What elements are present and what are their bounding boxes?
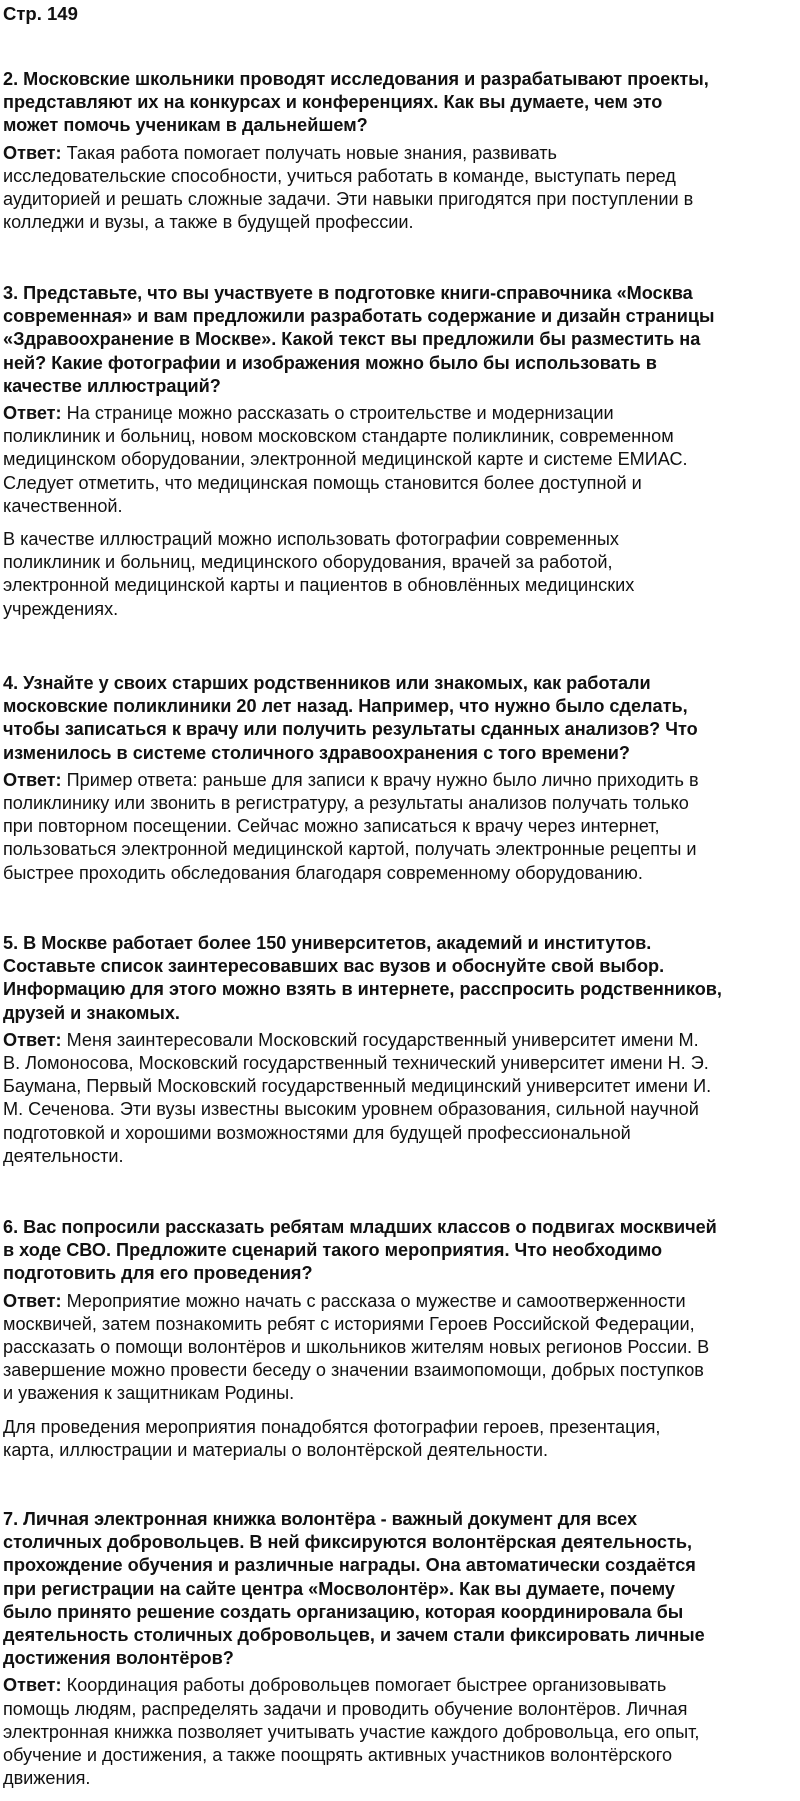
answer-label: Ответ: — [3, 1675, 62, 1696]
question-text: 7. Личная электронная книжка волонтёра - важный документ для всех столичных добровольцев. В ней фиксируются волонтёрская деятельность, прохождение обучения и различные награды. Она автоматически создаётся при регистрации на сайте центра «Мосволонтёр». Как вы думаете, почему было принято решение создать организацию, которая координировала бы деятельность столичных добровольцев, и зачем стали фиксировать личные достижения волонтёров? — [3, 1509, 705, 1669]
answer-continuation: В качестве иллюстраций можно использовать фотографии современных поликлиник и больниц, медицинского оборудования, врачей за работой, электронной медицинской карты и пациентов в обновлённых медицинских учреждениях. — [3, 529, 635, 619]
question-block-4 — [0, 672, 800, 885]
answer-continuation: Для проведения мероприятия понадобятся фотографии героев, презентация, карта, иллюстрации и материалы о волонтёрской деятельности. — [3, 1416, 661, 1460]
question-text: 3. Представьте, что вы участвуете в подготовке книги-справочника «Москва современная» и вам предложили разработать содержание и дизайн страницы «Здравоохранение в Москве». Какой текст вы предложили бы разместить на ней? Какие фотографии и изображения можно было бы использовать в качестве иллюстраций? — [3, 283, 715, 396]
question-block-6 — [0, 1216, 800, 1462]
question-block-2 — [0, 68, 800, 234]
answer-text: Ответ: Меня заинтересовали Московский государственный университет имени М. В. Ломоносова, Московский государственный технический университет имени Н. Э. Баумана, Первый Московский государственный медицинский университет имени И. М. Сеченова. Эти вузы известны высоким уровнем образования, сильной научной подготовкой и хорошими возможностями для будущей профессиональной деятельности. — [3, 1029, 712, 1166]
answer-text: Ответ: Координация работы добровольцев помогает быстрее организовывать помощь людям, распределять задачи и проводить обучение волонтёров. Личная электронная книжка позволяет учитывать участие каждого добровольца, его опыт, обучение и достижения, а также поощрять активных участников волонтёрского движения. — [3, 1675, 700, 1789]
question-text: 5. В Москве работает более 150 университетов, академий и институтов. Составьте список заинтересовавших вас вузов и обоснуйте свой выбор. Информацию для этого можно взять в интернете, расспросить родственников, друзей и знакомых. — [3, 933, 722, 1023]
answer-label: Ответ: — [3, 1290, 62, 1311]
answer-text: Ответ: Мероприятие можно начать с рассказа о мужестве и самоотверженности москвичей, затем познакомить ребят с историями Героев Российской Федерации, рассказать о помощи волонтёров и школьников жителям новых регионов России. В завершение можно провести беседу о значении взаимопомощи, добрых поступков и уважения к защитникам Родины. — [3, 1290, 710, 1404]
question-block-7 — [0, 1508, 800, 1790]
answer-label: Ответ: — [3, 142, 62, 163]
answer-label: Ответ: — [3, 769, 62, 790]
answer-text: Ответ: Такая работа помогает получать новые знания, развивать исследовательские способности, учиться работать в команде, выступать перед аудиторией и решать сложные задачи. Эти навыки пригодятся при поступлении в колледжи и вузы, а также в будущей профессии. — [3, 142, 694, 233]
question-text: 6. Вас попросили рассказать ребятам младших классов о подвигах москвичей в ходе СВО. Предложите сценарий такого мероприятия. Что необходимо подготовить для его проведения? — [3, 1217, 717, 1284]
answer-label: Ответ: — [3, 1029, 62, 1050]
question-text: 2. Московские школьники проводят исследования и разрабатывают проекты, представляют их на конкурсах и конференциях. Как вы думаете, чем это может помочь ученикам в дальнейшем? — [3, 69, 709, 136]
question-text: 4. Узнайте у своих старших родственников или знакомых, как работали московские поликлиники 20 лет назад. Например, что нужно было сделать, чтобы записаться к врачу или получить результаты сданных анализов? Что изменилось в системе столичного здравоохранения с того времени? — [3, 673, 698, 763]
question-block-3 — [0, 282, 800, 621]
answer-label: Ответ: — [3, 403, 62, 424]
page-number: Стр. 149 — [3, 3, 78, 24]
answer-text: Ответ: Пример ответа: раньше для записи к врачу нужно было лично приходить в поликлинику или звонить в регистратуру, а результаты анализов получать только при повторном посещении. Сейчас можно записаться к врачу через интернет, пользоваться электронной медицинской картой, получать электронные рецепты и быстрее проходить обследования благодаря современному оборудованию. — [3, 769, 699, 883]
question-block-5 — [0, 932, 800, 1168]
answer-text: Ответ: На странице можно рассказать о строительстве и модернизации поликлиник и больниц, новом московском стандарте поликлиник, современном медицинском оборудовании, электронной медицинской карте и системе ЕМИАС. Следует отметить, что медицинская помощь становится более доступной и качественной. — [3, 403, 688, 516]
